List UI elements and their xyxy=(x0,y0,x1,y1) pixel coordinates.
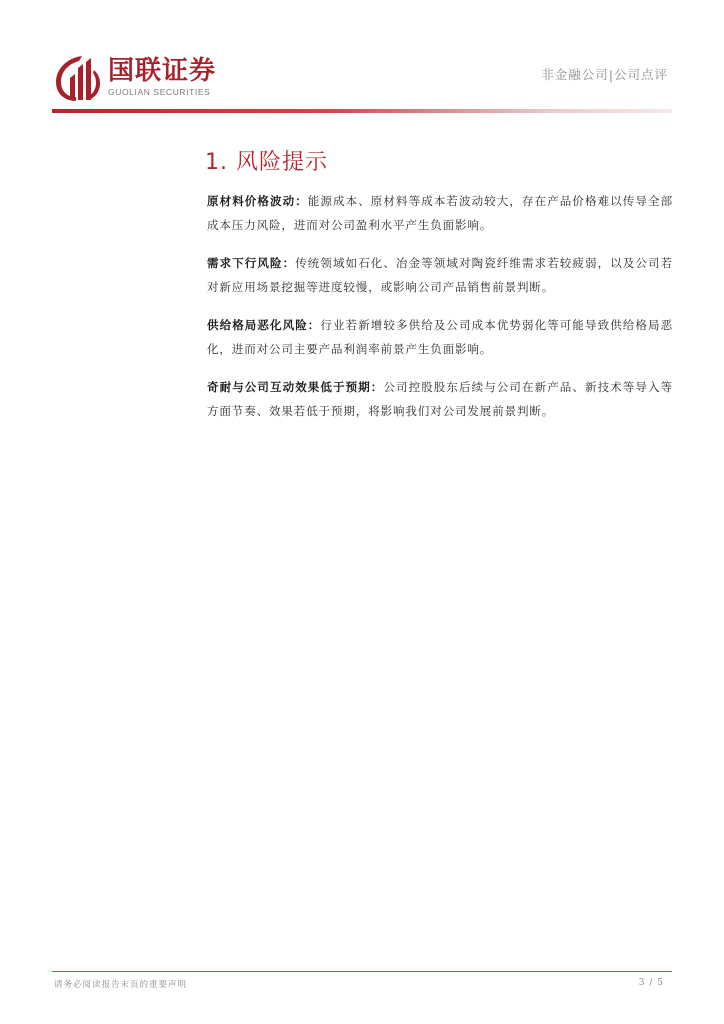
brand xyxy=(108,57,216,97)
header-divider xyxy=(52,109,672,113)
risk-item xyxy=(207,189,673,237)
footer-disclaimer: 请务必阅读报告末页的重要声明 xyxy=(54,980,188,990)
risk-term: 需求下行风险： xyxy=(207,256,296,270)
risk-item xyxy=(207,251,673,299)
page-header xyxy=(0,0,724,120)
risk-term: 奇耐与公司互动效果低于预期： xyxy=(207,380,384,394)
risk-item xyxy=(207,313,673,361)
risk-item xyxy=(207,375,673,423)
risk-text: 公司控股股东后续与公司在新产品、新技术等导入等方面节奏、效果若低于预期，将影响我们对公司发展前景判断。 xyxy=(207,380,673,418)
risk-text: 传统领域如石化、冶金等领域对陶瓷纤维需求若较疲弱，以及公司若对新应用场景挖掘等进度较慢，或影响公司产品销售前景判断。 xyxy=(207,256,673,294)
risk-text: 能源成本、原材料等成本若波动较大，存在产品价格难以传导全部成本压力风险，进而对公司盈利水平产生负面影响。 xyxy=(207,194,673,232)
report-type: 非金融公司|公司点评 xyxy=(541,67,668,82)
page-number: 3 / 5 xyxy=(638,978,664,988)
section-title: 1. 风险提示 xyxy=(205,150,328,175)
brand-name-cn: 国联证券 xyxy=(108,56,217,86)
risk-text: 行业若新增较多供给及公司成本优势弱化等可能导致供给格局恶化，进而对公司主要产品利润率前景产生负面影响。 xyxy=(207,318,673,356)
brand-name-en: GUOLIAN SECURITIES xyxy=(108,87,211,97)
guolian-logo-icon xyxy=(52,52,104,104)
risk-term: 原材料价格波动： xyxy=(207,194,308,208)
risk-term: 供给格局恶化风险： xyxy=(207,318,321,332)
footer-divider xyxy=(52,971,672,972)
risk-list xyxy=(207,189,673,437)
